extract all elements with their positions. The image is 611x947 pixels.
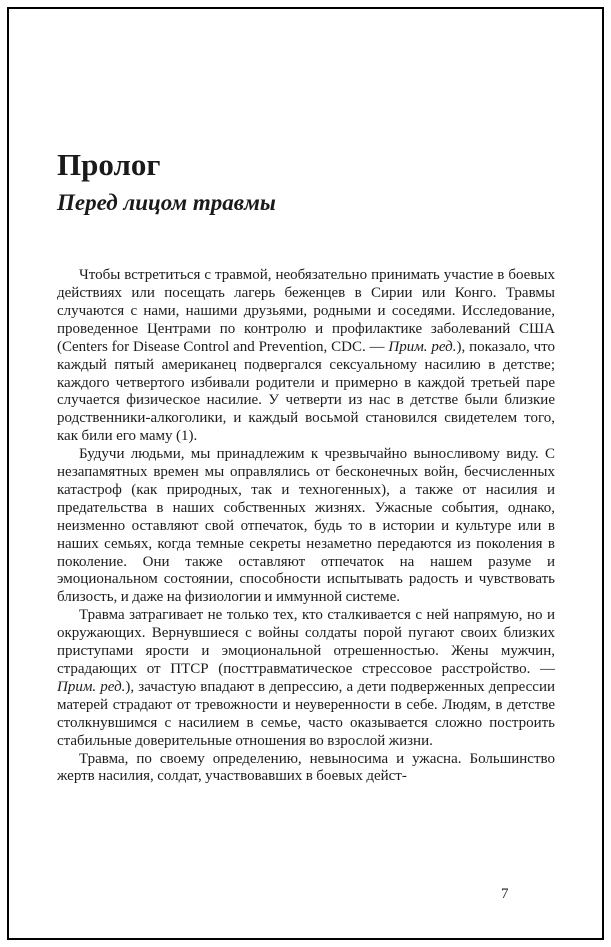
paragraph [57,607,555,750]
body-text [57,267,555,786]
paragraph-text: Чтобы встретиться с травмой, необязательно принимать участие в боевых действиях или посещать лагерь беженцев в Сирии или Конго. Травмы случаются с нами, нашими друзьями, родными и соседями. Исследование, проведенное Центрами по контролю и профилактике заболеваний США (Centers for Disease Control and Prevention, CDC. — [57,267,555,355]
paragraph [57,446,555,607]
paragraph-text: ), показало, что каждый пятый американец подвергался сексуальному насилию в детстве; каждого четвертого избивали родители и примерно в каждой третьей паре случается физическое насилие. У четверти из нас в детстве были близкие родственники-алкоголики, и каждый восьмой становился свидетелем того, как били его маму (1). [57,338,555,445]
paragraph-text: Травма затрагивает не только тех, кто сталкивается с ней напрямую, но и окружающих. Вернувшиеся с войны солдаты порой пугают своих близких приступами ярости и эмоциональной отрешенностью. Жены мужчин, страдающих от ПТСР (посттравматическое стрессовое расстройство. — [57,607,555,678]
editor-note-text: Прим. ред. [388,338,457,355]
page-number: 7 [501,886,509,902]
chapter-subtitle: Перед лицом травмы [57,189,276,215]
paragraph [57,751,555,787]
paragraph-text: ), зачастую впадают в депрессию, а дети подверженных депрессии матерей страдают от тревожности и неуверенности в себе. Людям, в детстве столкнувшимся с насилием в семье, часто оказывается сложно построить стабильные доверительные отношения во взрослой жизни. [57,678,555,749]
paragraph-text: Травма, по своему определению, невыносима и ужасна. Большинство жертв насилия, солдат, участвовавших в боевых дейст- [57,750,555,785]
paragraph-text: Будучи людьми, мы принадлежим к чрезвычайно выносливому виду. С незапамятных времен мы оправлялись от бесконечных войн, бесчисленных катастроф (как природных, так и техногенных), а также от насилия и предательства в наших собственных жизнях. Ужасные события, однако, неизменно оставляют свой отпечаток, будь то в истории и культуре или в наших семьях, когда темные секреты незаметно передаются из поколения в поколение. Они также оставляют отпечаток на нашем разуме и эмоциональном состоянии, способности испытывать радость и чувствовать близость, и даже на физиологии и иммунной системе. [57,446,555,606]
paragraph [57,267,555,446]
editor-note-text: Прим. ред. [57,678,126,695]
chapter-title: Пролог [57,147,161,182]
